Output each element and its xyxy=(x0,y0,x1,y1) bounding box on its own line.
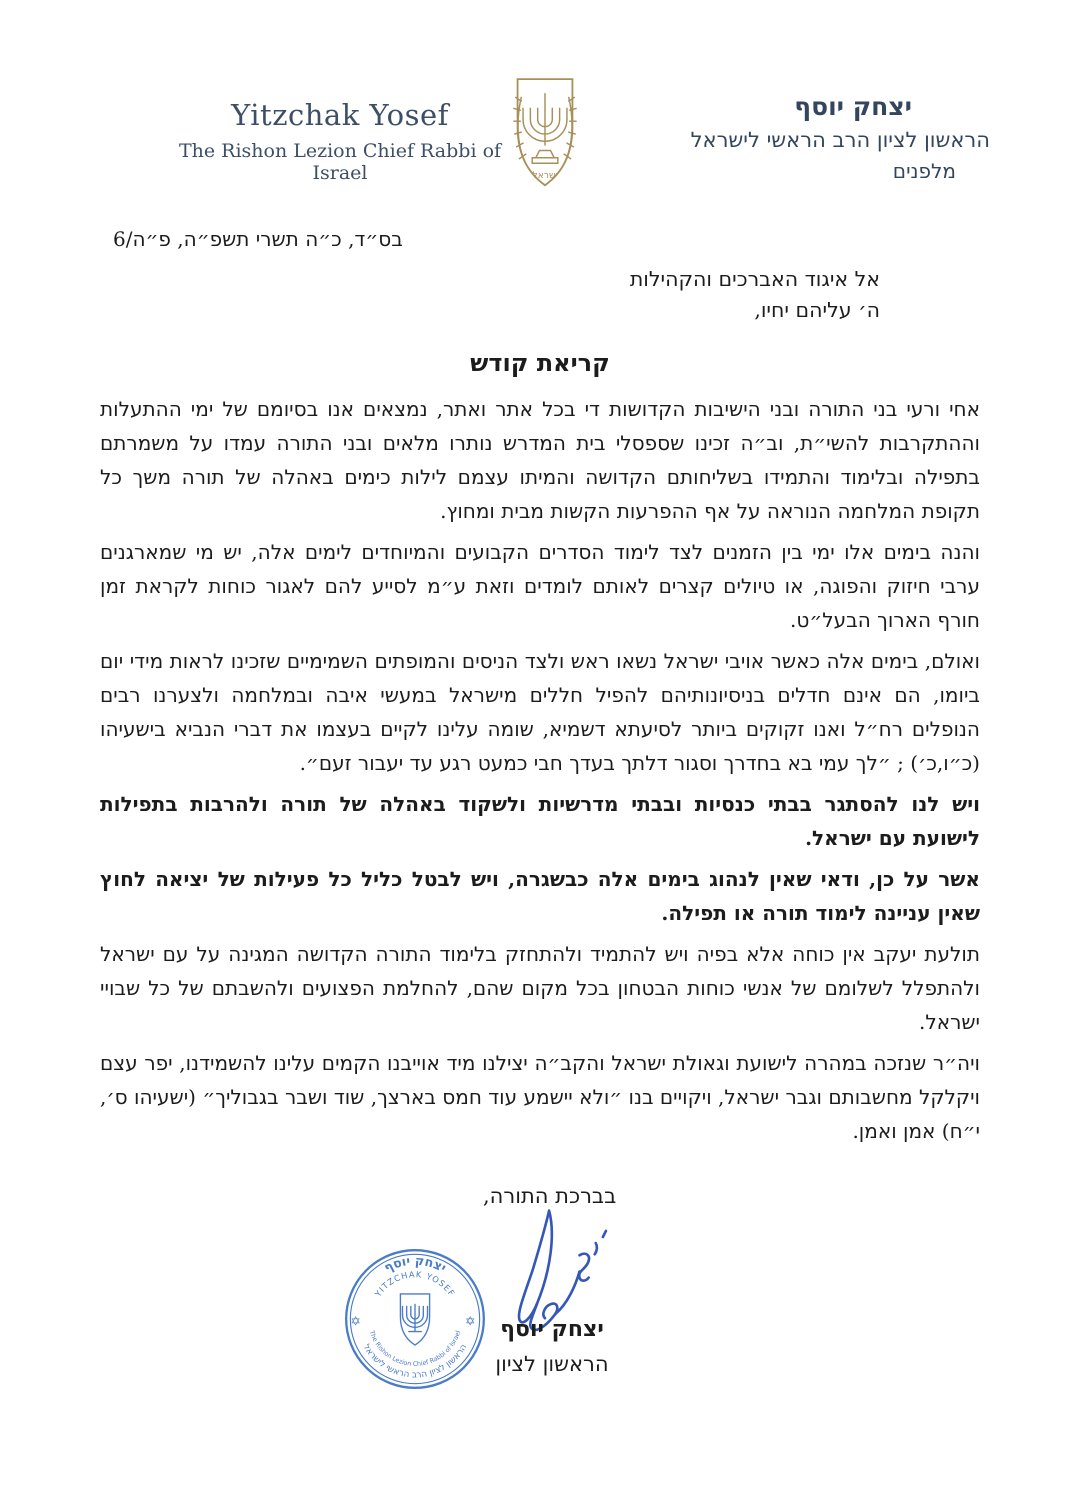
addressee-line-1: אל איגוד האברכים והקהילות xyxy=(629,267,880,291)
paragraph: והנה בימים אלו ימי בין הזמנים לצד לימוד הסדרים הקבועים והמיוחדים לימים אלה, יש מי שמארגנים ערבי חיזוק והפוגה, או טיולים קצרים לאותם לומדים וזאת ע״מ לסייע להם לאגור כוחות לקראת זמן חורף הארוך הבעל״ט. xyxy=(100,540,980,632)
svg-text:ישראל: ישראל xyxy=(532,170,558,181)
header-english-name: Yitzchak Yosef xyxy=(231,98,449,132)
paragraph: תולעת יעקב אין כוחה אלא בפיה ויש להתמיד ולהתחזק בלימוד התורה הקדושה המגינה על עם ישראל ולהתפלל לשלומם של אנשי כוחות הבטחון בכל מקום שהם, להחלמת הפצועים ולהשבתם של כל שבויי ישראל. xyxy=(100,942,980,1034)
header-hebrew-name: יצחק יוסף xyxy=(794,92,912,121)
stamp-bottom-hebrew: הראשון לציון הרב הראשי לישראל xyxy=(360,1342,470,1381)
paragraph: ויש לנו להסתגר בבתי כנסיות ובבתי מדרשיות ולשקוד באהלה של תורה ולהרבות בתפילות לישועת עם ישראל. xyxy=(100,792,980,850)
addressee-line-2: ה׳ עליהם יחיו, xyxy=(754,298,880,322)
handwritten-signature-icon xyxy=(478,1206,610,1334)
signer-block xyxy=(462,1316,642,1376)
addressee-block xyxy=(630,264,880,326)
signer-name: יצחק יוסף xyxy=(500,1316,604,1342)
document-title: קריאת קודש xyxy=(470,348,610,377)
header-hebrew xyxy=(680,92,990,183)
stamp-top-english: YITZCHAK YOSEF xyxy=(372,1269,458,1299)
header-english xyxy=(170,98,510,184)
header-hebrew-former: מלפנים xyxy=(892,159,956,183)
stamp-top-hebrew: יצחק יוסף xyxy=(381,1252,449,1276)
israel-emblem-icon xyxy=(499,70,591,198)
star-of-david-icon: ✡ xyxy=(350,1313,361,1329)
paragraph: ואולם, בימים אלה כאשר אויבי ישראל נשאו ראש ולצד הניסים והמופתים השמימיים שזכינו לראות מידי יום ביומו, הם אינם חדלים בניסיונותיהם להפיל חללים מישראל במעשי איבה ובמלחמה ולצערנו רבים הנופלים רח״ל ואנו זקוקים ביותר לסיעתא דשמיא, שומה עלינו לקיים בעצמו את דברי הנביא בישעיהו (כ״ו,כ׳) ; ״לך עמי בא בחדרך וסגור דלתך בעדך חבי כמעט רגע עד יעבור זעם״. xyxy=(100,649,980,775)
paragraph: אחי ורעי בני התורה ובני הישיבות הקדושות די בכל אתר ואתר, נמצאים אנו בסיומם של ימי ההתעלות וההתקרבות להשי״ת, וב״ה זכינו שספסלי בית המדרש נותרו מלאים ובני התורה עמדו על משמרתם בתפילה ובלימוד והתמידו בשליחותם הקדושה והמיתו עצמם לילות כימים באהלה של תורה משך כל תקופת המלחמה הנוראה על אף ההפרעות הקשות מבית ומחוץ. xyxy=(100,397,980,523)
date-line: בס״ד, כ״ה תשרי תשפ״ה, פ״ה/6 xyxy=(113,227,403,251)
letter-body xyxy=(100,392,980,1155)
stamp-bottom-english: The Rishon Lezion Chief Rabbi of Israel xyxy=(367,1329,463,1368)
svg-text:YITZCHAK YOSEF xyxy=(372,1269,457,1299)
star-of-david-icon: ✡ xyxy=(465,1313,476,1329)
signer-title: הראשון לציון xyxy=(495,1352,609,1376)
header-english-title: The Rishon Lezion Chief Rabbi of Israel xyxy=(178,140,502,184)
paragraph: ויה״ר שנזכה במהרה לישועת וגאולת ישראל והקב״ה יצילנו מיד אוייבנו הקמים עלינו להשמידנו, יפר עצם ויקלקל מחשבותם וגבר ישראל, ויקויים בנו ״ולא יישמע עוד חמס בארצך, שוד ושבר בגבוליך״ (ישעיהו ס׳, י״ח) אמן ואמן. xyxy=(100,1051,980,1143)
header-hebrew-title: הראשון לציון הרב הראשי לישראל xyxy=(690,128,990,152)
stamp-center-emblem-icon xyxy=(400,1294,429,1345)
closing-blessing: בברכת התורה, xyxy=(483,1184,617,1208)
paragraph: אשר על כן, ודאי שאין לנהוג בימים אלה כבשגרה, ויש לבטל כליל כל פעילות של יציאה לחוץ שאין עניינה לימוד תורה או תפילה. xyxy=(100,867,980,925)
